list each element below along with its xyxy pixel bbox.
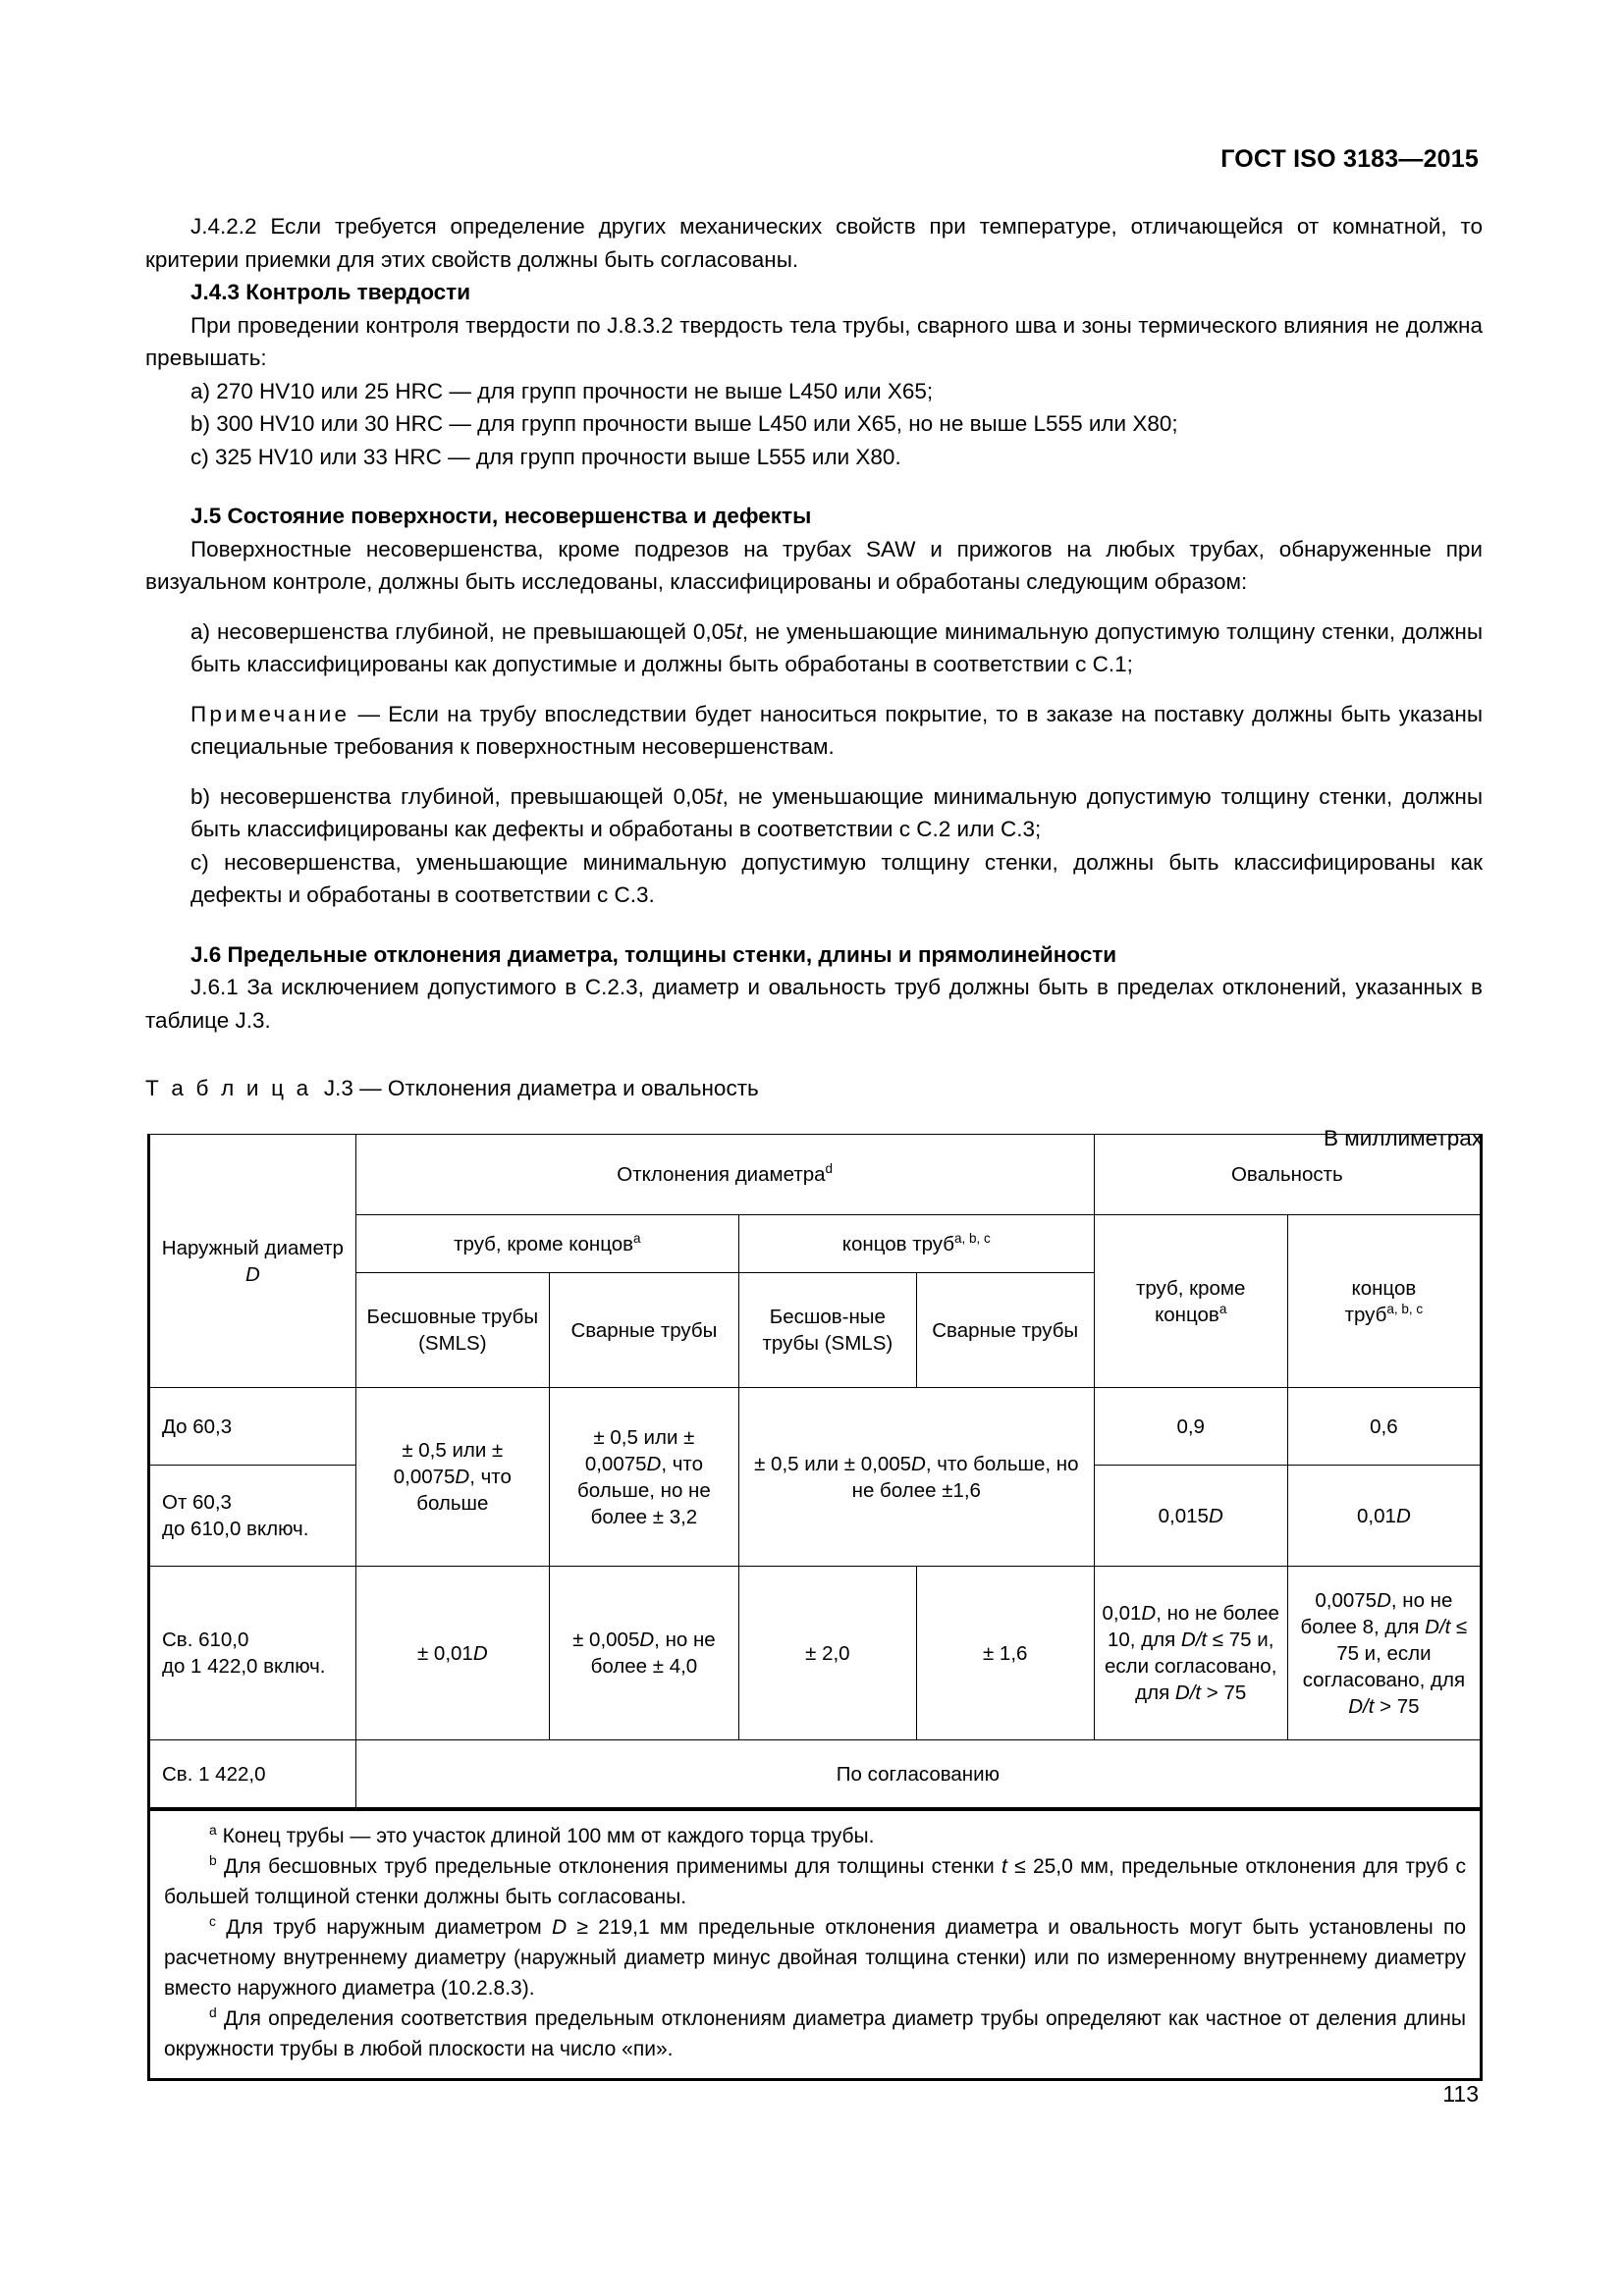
header-sub-body-sup: a [633, 1230, 641, 1246]
footnote-marker-a: a [209, 1822, 217, 1838]
cell-smls-ends-3: ± 2,0 [738, 1567, 916, 1740]
table-row [149, 1567, 1482, 1740]
header-ovality-ends-l1: концов [1351, 1276, 1417, 1300]
cell-ovality-body-3: 0,01D, но не более 10, для D/t ≤ 75 и, если согласовано, для D/t > 75 [1094, 1567, 1287, 1740]
header-col-smls-body: Бесшовные трубы (SMLS) [355, 1273, 549, 1388]
header-ovality-body-l1: труб, кроме [1135, 1276, 1246, 1300]
list-item-c-surface: c) несовершенства, уменьшающие минимальную допустимую толщину стенки, должны быть классифицированы как дефекты и обработаны в соответствии с C.3. [190, 849, 1483, 907]
paragraph-j5: Поверхностные несовершенства, кроме подрезов на трубах SAW и прижогов на любых трубах, обнаруженные при визуальном контроле, должны быть исследованы, классифицированы и обработаны следующим образом: [145, 536, 1483, 594]
heading-j5: J.5 Состояние поверхности, несовершенства и дефекты [190, 504, 812, 528]
header-ovality-ends-l2: труб [1344, 1303, 1387, 1326]
table-units: В миллиметрах [1324, 1125, 1483, 1150]
cell-diameter-3-l1: Св. 610,0 [162, 1629, 249, 1651]
list-item-a-surface [145, 615, 1483, 681]
footnote-c-symbol: D [551, 1916, 568, 1939]
note-text: — Если на трубу впоследствии будет наноситься покрытие, то в заказе на поставку должны быть указаны специальные требования к поверхностным несовершенствам. [190, 701, 1483, 759]
header-ovality-ends-sup: a, b, c [1386, 1301, 1424, 1316]
footnote-marker-d: d [209, 2004, 217, 2020]
table-header-row-1 [149, 1135, 1482, 1215]
list-a-text-2: , не уменьшающие минимальную допустимую толщину стенки, должны быть классифицированы как допустимые и должны быть обработаны в соответствии с C.1; [190, 618, 1483, 676]
table-caption [145, 1072, 1483, 1105]
header-ovality-body [1094, 1215, 1287, 1388]
table-j3-wrapper [147, 1134, 1483, 2081]
page-header: ГОСТ ISO 3183—2015 [1220, 145, 1479, 173]
footnote-b [164, 1851, 1466, 1912]
paragraph-j422: J.4.2.2 Если требуется определение других механических свойств при температуре, отличающейся от комнатной, то критерии приемки для этих свойств должны быть согласованы. [145, 214, 1483, 272]
cell-ovality-ends-2: 0,01D [1287, 1466, 1481, 1567]
cell-ends-1: ± 0,5 или ± 0,005D, что больше, но не более ±1,6 [738, 1388, 1094, 1567]
header-col-welded-body: Сварные трубы [549, 1273, 738, 1388]
cell-diameter-4: Св. 1 422,0 [149, 1740, 356, 1808]
header-outer-diameter [149, 1135, 356, 1388]
list-item-b-hardness: b) 300 HV10 или 30 HRC — для групп прочности выше L450 или X65, но не выше L555 или X80; [190, 411, 1178, 436]
footnote-b-text-2: ≤ 25,0 мм, предельные отклонения для труб с большей толщиной стенки должны быть согласованы. [164, 1855, 1467, 1908]
cell-diameter-3-l2: до 1 422,0 включ. [162, 1655, 326, 1678]
header-group-ovality [1094, 1135, 1481, 1215]
note-label: Примечание [190, 701, 351, 726]
footnote-b-text-1: Для бесшовных труб предельные отклонения применимы для толщины стенки [224, 1855, 1001, 1878]
header-sub-ends-sup: a, b, c [953, 1230, 991, 1246]
footnote-marker-b: b [209, 1852, 217, 1868]
cell-ovality-body-1: 0,9 [1094, 1388, 1287, 1466]
footnote-d [164, 2003, 1466, 2064]
list-item-b-surface [145, 780, 1483, 846]
header-sub-ends [738, 1215, 1094, 1273]
footnote-c [164, 1912, 1466, 2003]
list-item-c-hardness: c) 325 HV10 или 33 HRC — для групп прочности выше L555 или X80. [190, 444, 901, 469]
symbol-t: t [716, 783, 723, 809]
cell-diameter-3 [149, 1567, 356, 1740]
header-ovality-body-sup: a [1218, 1301, 1227, 1316]
cell-merged-agreement: По согласованию [355, 1740, 1481, 1808]
header-group-deviation-label: Отклонения диаметра [617, 1163, 826, 1186]
cell-diameter-2 [149, 1466, 356, 1567]
footnote-c-text-1: Для труб наружным диаметром [226, 1916, 552, 1939]
header-outer-diameter-label: Наружный диаметр [161, 1236, 344, 1259]
heading-j43: J.4.3 Контроль твердости [190, 280, 471, 304]
table-row [149, 1388, 1482, 1466]
table-caption-label: Т а б л и ц а [145, 1076, 312, 1100]
header-col-welded-ends: Сварные трубы [916, 1273, 1094, 1388]
cell-smls-body-3: ± 0,01D [355, 1567, 549, 1740]
table-j3 [147, 1134, 1483, 1808]
header-outer-diameter-symbol: D [244, 1262, 260, 1286]
cell-diameter-2-l2: до 610,0 включ. [162, 1518, 309, 1540]
header-sub-body-label: труб, кроме концов [454, 1232, 633, 1255]
header-ovality-ends [1287, 1215, 1481, 1388]
header-ovality-body-l2: концов [1155, 1303, 1219, 1326]
header-col-smls-ends: Бесшов-ные трубы (SMLS) [738, 1273, 916, 1388]
footnote-d-text: Для определения соответствия предельным отклонениям диаметра диаметр трубы определяют как частное от деления длины окружности трубы в любой плоскости на число «пи». [164, 2007, 1466, 2060]
cell-diameter-2-l1: От 60,3 [162, 1491, 232, 1514]
note-surface [145, 698, 1483, 764]
footnote-marker-c: c [209, 1913, 216, 1929]
document-body [145, 210, 1483, 1154]
paragraph-j43: При проведении контроля твердости по J.8.3.2 твердость тела трубы, сварного шва и зоны термического влияния не должна превышать: [145, 312, 1483, 370]
header-sub-body [355, 1215, 738, 1273]
cell-welded-ends-3: ± 1,6 [916, 1567, 1094, 1740]
cell-welded-body-1: ± 0,5 или ± 0,0075D, что больше, но не более ± 3,2 [549, 1388, 738, 1567]
cell-smls-body-1: ± 0,5 или ± 0,0075D, что больше [355, 1388, 549, 1567]
header-sub-ends-label: концов труб [841, 1232, 954, 1255]
header-group-deviation [355, 1135, 1094, 1215]
cell-diameter-1: До 60,3 [149, 1388, 356, 1466]
symbol-t: t [735, 618, 742, 644]
table-caption-number: J.3 [323, 1076, 353, 1100]
heading-j6: J.6 Предельные отклонения диаметра, толщины стенки, длины и прямолинейности [190, 941, 1117, 967]
cell-welded-body-3: ± 0,005D, но не более ± 4,0 [549, 1567, 738, 1740]
footnote-a [164, 1821, 1466, 1851]
list-item-a-hardness: a) 270 HV10 или 25 HRC — для групп прочности не выше L450 или X65; [190, 378, 934, 403]
header-group-deviation-sup: d [825, 1161, 834, 1177]
cell-ovality-body-2: 0,015D [1094, 1466, 1287, 1567]
list-b-text-2: , не уменьшающие минимальную допустимую толщину стенки, должны быть классифицированы как дефекты и обработаны в соответствии с C.2 или C.3; [190, 783, 1483, 841]
header-group-ovality-label: Овальность [1230, 1163, 1343, 1186]
page-number: 113 [1442, 2081, 1479, 2107]
footnote-a-text: Конец трубы — это участок длиной 100 мм от каждого торца трубы. [222, 1825, 875, 1847]
footnote-b-symbol: t [1001, 1855, 1007, 1878]
cell-ovality-ends-3: 0,0075D, но не более 8, для D/t ≤ 75 и, если согласовано, для D/t > 75 [1287, 1567, 1481, 1740]
table-caption-title: — Отклонения диаметра и овальность [359, 1076, 759, 1100]
table-row [149, 1740, 1482, 1808]
list-a-text-1: a) несовершенства глубиной, не превышающей 0,05 [190, 618, 736, 644]
list-b-text-1: b) несовершенства глубиной, превышающей 0,05 [190, 783, 717, 809]
cell-ovality-ends-1: 0,6 [1287, 1388, 1481, 1466]
paragraph-j61: J.6.1 За исключением допустимого в C.2.3, диаметр и овальность труб должны быть в пределах отклонений, указанных в таблице J.3. [145, 975, 1483, 1033]
footnote-c-text-2: ≥ 219,1 мм предельные отклонения диаметра и овальность могут быть установлены по расчетному внутреннему диаметру (наружный диаметр минус двойная толщина стенки) или по измеренному внутреннему диаметру вместо наружного диаметра (10.2.8.3). [164, 1916, 1467, 2000]
table-footnotes [147, 1808, 1483, 2081]
